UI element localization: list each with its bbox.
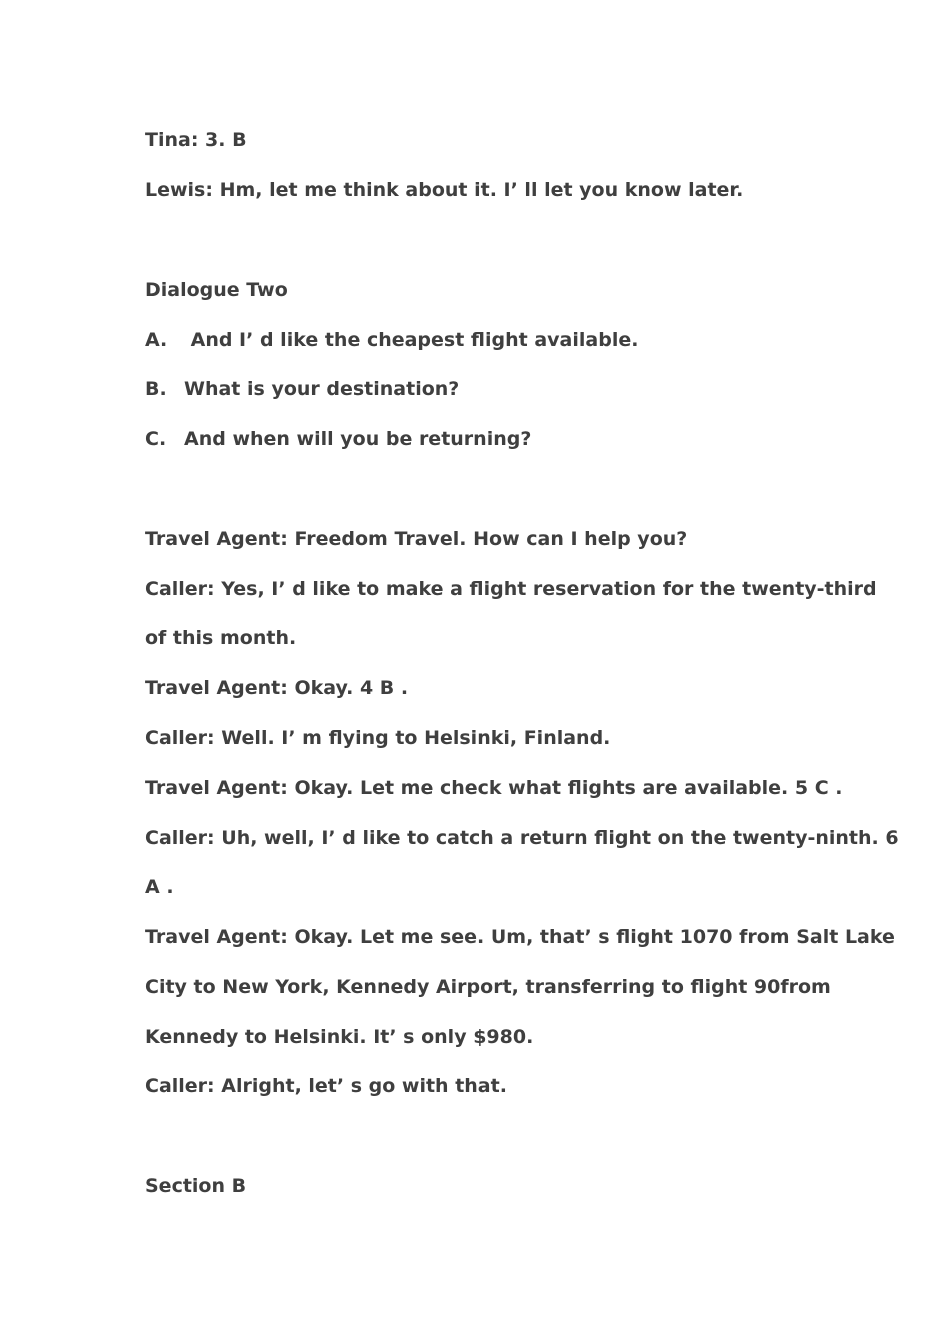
dialogue-line: Travel Agent: Okay. Let me check what flights are available. 5 C . xyxy=(145,777,843,799)
dialogue-line: Travel Agent: Okay. Let me see. Um, that’ s flight 1070 from Salt Lake xyxy=(145,926,895,948)
lewis-line: Lewis: Hm, let me think about it. I’ ll let you know later. xyxy=(145,179,744,201)
dialogue-line: City to New York, Kennedy Airport, transferring to flight 90from xyxy=(145,976,831,998)
dialogue-line: Caller: Uh, well, I’ d like to catch a return flight on the twenty-ninth. 6 xyxy=(145,827,899,849)
option-letter: A. xyxy=(145,329,168,351)
dialogue-line: Caller: Yes, I’ d like to make a flight reservation for the twenty-third xyxy=(145,578,877,600)
dialogue-line: Caller: Well. I’ m flying to Helsinki, Finland. xyxy=(145,727,611,749)
option-letter: B. xyxy=(145,378,167,400)
option-b xyxy=(145,377,459,401)
dialogue-line: Kennedy to Helsinki. It’ s only $980. xyxy=(145,1026,534,1048)
option-text: What is your destination? xyxy=(184,378,460,400)
dialogue-line: Travel Agent: Okay. 4 B . xyxy=(145,677,409,699)
option-text: And I’ d like the cheapest flight available. xyxy=(184,329,639,351)
option-a xyxy=(145,328,638,352)
option-c xyxy=(145,427,531,451)
tina-line: Tina: 3. B xyxy=(145,129,247,151)
dialogue-line: Caller: Alright, let’ s go with that. xyxy=(145,1075,507,1097)
dialogue-line: A . xyxy=(145,876,174,898)
dialogue-line: Travel Agent: Freedom Travel. How can I help you? xyxy=(145,528,688,550)
option-letter: C. xyxy=(145,428,167,450)
dialogue-line: of this month. xyxy=(145,627,297,649)
dialogue-two-heading: Dialogue Two xyxy=(145,279,288,301)
section-b-heading: Section B xyxy=(145,1175,247,1197)
option-text: And when will you be returning? xyxy=(184,428,532,450)
